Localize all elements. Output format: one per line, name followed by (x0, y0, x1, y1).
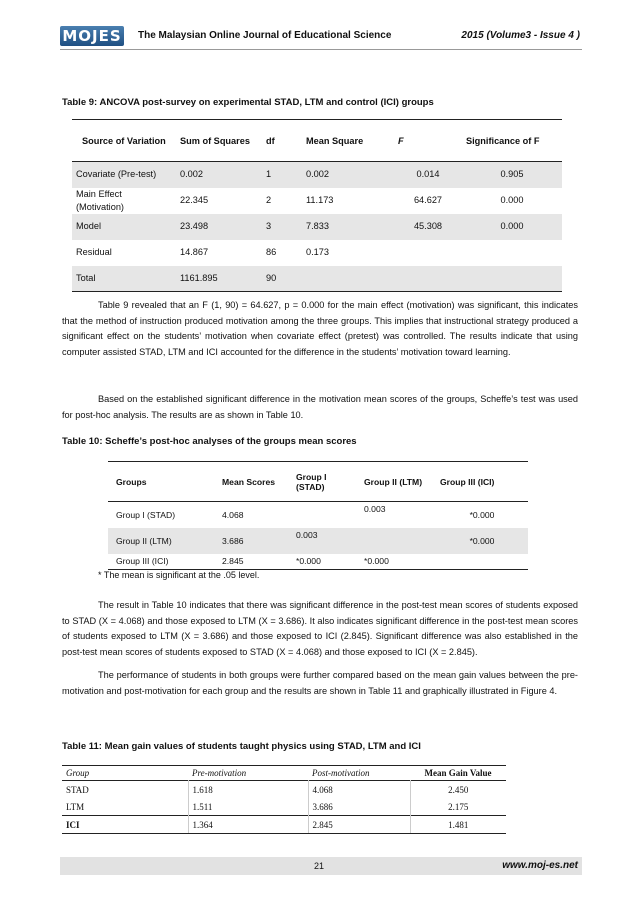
table-cell: 2.175 (410, 798, 506, 816)
table-cell: 0.905 (500, 169, 524, 180)
table-cell: *0.000 (469, 509, 495, 520)
col-header: Source of Variation (82, 135, 166, 146)
table-row (72, 266, 562, 292)
table-header-row (108, 462, 528, 502)
paragraph-scheffe-result (62, 598, 578, 660)
table-header-row (62, 766, 506, 781)
table-cell: 11.173 (306, 195, 334, 205)
table-cell: Main Effect (Motivation) (76, 188, 124, 212)
table-cell: 1.364 (188, 816, 308, 834)
col-header: Significance of F (466, 135, 540, 146)
table-cell: 1161.895 (180, 272, 218, 283)
paragraph-text: The performance of students in both groups were further compared based on the mean gain values between the pre-motivation and post-motivation for each group and the results are shown in Table 11 and graphically illustrated in Figure 4. (62, 670, 578, 696)
table-cell: Residual (76, 247, 112, 257)
table-cell: Group II (LTM) (116, 535, 172, 546)
table-cell (292, 502, 360, 528)
table-row (72, 162, 562, 188)
table-row (72, 214, 562, 240)
paragraph-anova-result (62, 298, 578, 360)
table-cell: Model (76, 221, 102, 231)
table-cell: 0.014 (416, 169, 440, 180)
table-cell: 2.450 (410, 781, 506, 799)
paragraph-mean-gain (62, 668, 578, 699)
col-header: df (266, 135, 275, 146)
table9 (72, 119, 562, 292)
table-cell: 3.686 (222, 535, 244, 546)
paragraph-text: The result in Table 10 indicates that there was significant difference in the post-test mean scores of students exposed to STAD (X = 4.068) and those exposed to LTM (X = 3.686). It also indicates significant difference in the post-test mean scores of students exposed to LTM (X = 3.686) and those exposed to ICI (2.845). Significant difference was also established in the post-test mean scores of students exposed to STAD (X = 4.068) and those exposed to ICI (X = 2.845). (62, 600, 578, 657)
journal-logo: MOJES (60, 26, 124, 46)
table-row (108, 554, 528, 570)
table-cell (462, 240, 562, 266)
table9-caption: Table 9: ANCOVA post-survey on experimental STAD, LTM and control (ICI) groups (62, 97, 434, 108)
table-cell: 4.068 (308, 781, 410, 799)
paragraph-scheffe-intro (62, 392, 578, 423)
col-header: Mean Square (306, 135, 364, 146)
col-header: Pre-motivation (192, 768, 247, 778)
table-row (72, 240, 562, 266)
table-cell: 0.000 (500, 195, 524, 205)
table-header-row (72, 120, 562, 162)
table-cell (462, 266, 562, 292)
table-cell (302, 266, 394, 292)
table-cell: Covariate (Pre-test) (76, 169, 157, 180)
paragraph-text: Table 9 revealed that an F (1, 90) = 64.627, p = 0.000 for the main effect (motivation) was significant, this indicates that the method of instruction produced motivation among the three groups. This implies that instructional strategy produced a significant effect on the students’ motivation when covariate effect (pretest) was controlled. The results indicate that using computer assisted STAD, LTM and ICI accounted for the difference in the students’ motivation toward learning. (62, 300, 578, 357)
table-cell: Group I (STAD) (116, 509, 176, 520)
table10-caption: Table 10: Scheffe’s post-hoc analyses of the groups mean scores (62, 436, 357, 447)
table10 (108, 461, 528, 570)
table-cell: Group III (ICI) (116, 556, 169, 567)
table11-caption: Table 11: Mean gain values of students taught physics using STAD, LTM and ICI (62, 741, 421, 752)
table-cell: *0.000 (296, 556, 321, 567)
table-row (62, 798, 506, 816)
table-cell: 0.003 (364, 504, 386, 514)
table11 (62, 765, 506, 834)
table-cell (394, 240, 462, 266)
paragraph-text: Based on the established significant difference in the motivation mean scores of the groups, Scheffe’s test was used for post-hoc analysis. The results are as shown in Table 10. (62, 394, 578, 420)
col-header: Group II (LTM) (364, 476, 423, 487)
col-header: Sum of Squares (180, 135, 250, 146)
journal-url: www.moj-es.net (502, 860, 578, 871)
table-cell: 0.000 (500, 221, 524, 231)
table-cell: 0.173 (306, 247, 329, 257)
table-row (62, 816, 506, 834)
table-row (72, 188, 562, 214)
col-header: Post-motivation (312, 768, 370, 778)
col-header: Mean Gain Value (424, 768, 492, 778)
table-row (108, 502, 528, 528)
table-cell: 22.345 (180, 195, 209, 205)
table-cell: STAD (66, 784, 89, 795)
col-header: Group I (STAD) (296, 471, 327, 492)
table-cell: Total (76, 272, 96, 283)
table-cell: 2.845 (222, 556, 244, 567)
table-cell: 86 (266, 247, 277, 257)
table-cell: 0.003 (296, 529, 318, 540)
table-cell: 64.627 (413, 195, 443, 205)
table-cell: 14.867 (180, 247, 209, 257)
table-cell: 4.068 (222, 509, 244, 520)
table-cell: 3.686 (308, 798, 410, 816)
table-row (62, 781, 506, 799)
journal-title: The Malaysian Online Journal of Educational Science (138, 30, 392, 41)
page-number: 21 (313, 861, 324, 871)
table10-footnote: * The mean is significant at the .05 level. (98, 570, 260, 580)
table-cell: 1.481 (410, 816, 506, 834)
table-cell: 23.498 (180, 221, 209, 231)
header-divider (60, 49, 582, 50)
table-cell: 0.002 (180, 169, 203, 180)
table-cell: 0.002 (306, 169, 329, 180)
table-cell: *0.000 (364, 556, 389, 567)
col-header: Group III (ICI) (440, 476, 495, 487)
table-cell: 90 (266, 272, 277, 283)
table-cell: 7.833 (306, 221, 329, 231)
table-cell: *0.000 (469, 535, 495, 546)
table-cell: 2.845 (308, 816, 410, 834)
col-header: Groups (116, 476, 147, 487)
issue-label: 2015 (Volume3 - Issue 4 ) (461, 30, 580, 41)
table-row (108, 528, 528, 554)
table-cell: 45.308 (413, 221, 443, 231)
col-header: Group (66, 768, 90, 778)
table-cell: 2 (266, 195, 272, 205)
table-cell: 1.618 (188, 781, 308, 799)
table-cell: ICI (62, 816, 188, 834)
table-cell (436, 554, 528, 570)
page-header (60, 26, 580, 48)
table-cell: 3 (266, 221, 272, 231)
table-cell (394, 266, 462, 292)
table-cell: LTM (66, 801, 85, 812)
table-cell: 1 (266, 169, 272, 180)
col-header: F (398, 135, 404, 146)
table-cell (360, 528, 436, 554)
col-header: Mean Scores (222, 476, 276, 487)
table-cell: 1.511 (188, 798, 308, 816)
